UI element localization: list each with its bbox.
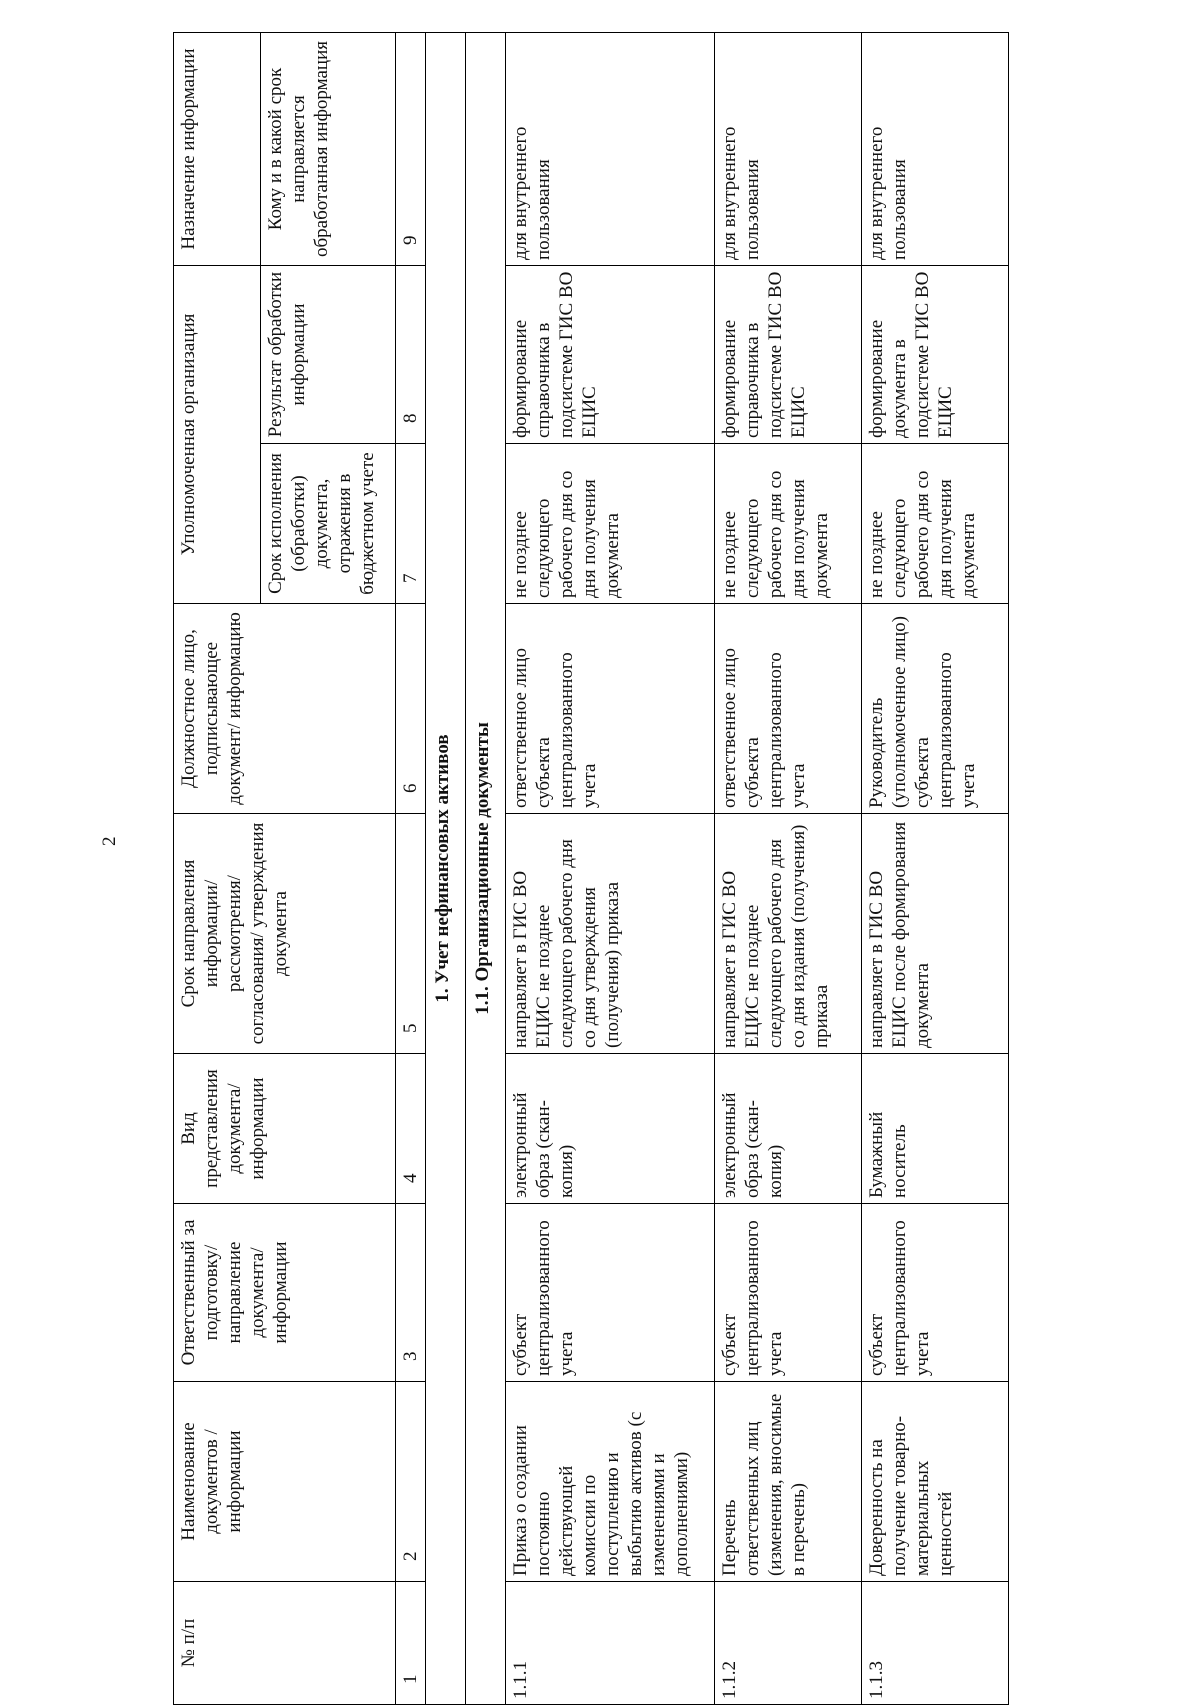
column-number: 6: [396, 604, 426, 814]
column-number: 7: [396, 444, 426, 604]
header-signer: Должностное лицо, подписывающее документ/ информацию: [174, 604, 396, 814]
processing-deadline: не позднее следующего рабочего дня со дня получения документа: [506, 444, 715, 604]
recipient: для внутреннего пользования: [506, 33, 715, 266]
document-name: Приказ о создании постоянно действующей комиссии по поступлению и выбытию активов (с изменениями и дополнениями): [506, 1382, 715, 1582]
processing-deadline: не позднее следующего рабочего дня со дня получения документа: [715, 444, 862, 604]
row-number: 1.1.2: [715, 1582, 862, 1705]
header-form: Вид представления документа/ информации: [174, 1054, 396, 1204]
recipient: для внутреннего пользования: [715, 33, 862, 266]
responsible: субъект централизованного учета: [862, 1204, 1009, 1382]
signer: ответственное лицо субъекта централизованного учета: [506, 604, 715, 814]
header-processing-result: Результат обработки информации: [261, 266, 396, 444]
header-authorized-organization: Уполномоченная организация: [174, 266, 261, 604]
rotated-table-container: [173, 32, 1009, 1705]
signer: Руководитель (уполномоченное лицо) субъекта централизованного учета: [862, 604, 1009, 814]
page-number: 2: [99, 836, 120, 846]
document-table: [173, 32, 1009, 1705]
table-row: [862, 33, 1009, 1705]
document-name: Доверенность на получение товарно-материальных ценностей: [862, 1382, 1009, 1582]
column-number: 2: [396, 1382, 426, 1582]
column-number: 9: [396, 33, 426, 266]
header-num: № п/п: [174, 1582, 396, 1705]
column-number: 1: [396, 1582, 426, 1705]
responsible: субъект централизованного учета: [715, 1204, 862, 1382]
table-row: [506, 33, 715, 1705]
processing-result: формирование справочника в подсистеме ГИС ВО ЕЦИС: [715, 266, 862, 444]
document-name: Перечень ответственных лиц (изменения, вносимые в перечень): [715, 1382, 862, 1582]
responsible: субъект централизованного учета: [506, 1204, 715, 1382]
header-row: [174, 33, 261, 1705]
subsection-title: 1.1. Организационные документы: [466, 33, 506, 1705]
header-deadline: Срок направления информации/ рассмотрения/ согласования/ утверждения документа: [174, 814, 396, 1054]
column-number: 5: [396, 814, 426, 1054]
header-document-name: Наименование документов / информации: [174, 1382, 396, 1582]
processing-result: формирование документа в подсистеме ГИС ВО ЕЦИС: [862, 266, 1009, 444]
column-number-row: [396, 33, 426, 1705]
table-row: [715, 33, 862, 1705]
subsection-row: [466, 33, 506, 1705]
header-recipient: Кому и в какой срок направляется обработанная информация: [261, 33, 396, 266]
row-number: 1.1.1: [506, 1582, 715, 1705]
submission-deadline: направляет в ГИС ВО ЕЦИС после формирования документа: [862, 814, 1009, 1054]
signer: ответственное лицо субъекта централизованного учета: [715, 604, 862, 814]
document-form: Бумажный носитель: [862, 1054, 1009, 1204]
document-form: электронный образ (скан-копия): [715, 1054, 862, 1204]
processing-result: формирование справочника в подсистеме ГИС ВО ЕЦИС: [506, 266, 715, 444]
column-number: 4: [396, 1054, 426, 1204]
submission-deadline: направляет в ГИС ВО ЕЦИС не позднее следующего рабочего дня со дня утверждения (получения) приказа: [506, 814, 715, 1054]
column-number: 3: [396, 1204, 426, 1382]
submission-deadline: направляет в ГИС ВО ЕЦИС не позднее следующего рабочего дня со дня издания (получения) приказа: [715, 814, 862, 1054]
section-row: [426, 33, 466, 1705]
header-responsible: Ответственный за подготовку/ направление документа/ информации: [174, 1204, 396, 1382]
recipient: для внутреннего пользования: [862, 33, 1009, 266]
column-number: 8: [396, 266, 426, 444]
document-form: электронный образ (скан-копия): [506, 1054, 715, 1204]
row-number: 1.1.3: [862, 1582, 1009, 1705]
section-title: 1. Учет нефинансовых активов: [426, 33, 466, 1705]
processing-deadline: не позднее следующего рабочего дня со дня получения документа: [862, 444, 1009, 604]
header-purpose: Назначение информации: [174, 33, 261, 266]
header-processing-deadline: Срок исполнения (обработки) документа, отражения в бюджетном учете: [261, 444, 396, 604]
